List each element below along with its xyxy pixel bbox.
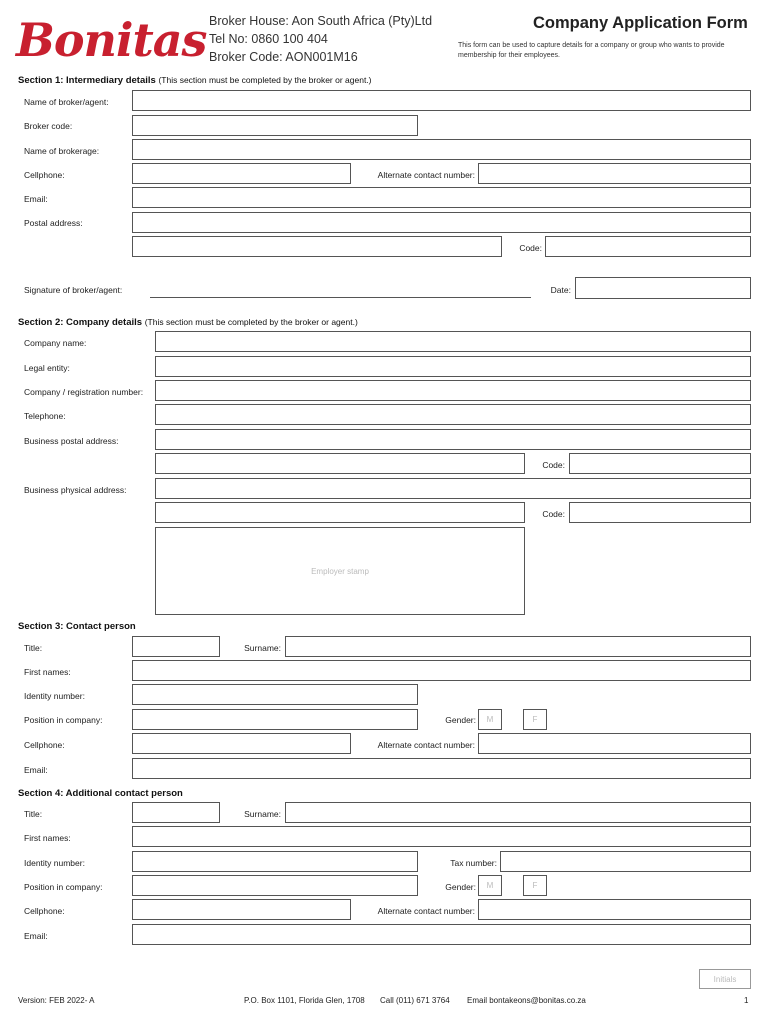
section-2-title: Section 2: Company details [18,317,143,328]
add-contact-surname-field[interactable] [285,802,751,823]
initials-placeholder: Initials [713,974,737,984]
form-title: Company Application Form [533,14,748,32]
section-2-heading [18,317,358,328]
contact-position-label: Position in company: [24,715,103,725]
add-contact-email-field[interactable] [132,924,751,945]
company-name-field[interactable] [155,331,751,352]
initials-box[interactable] [699,969,751,989]
business-postal-code-label: Code: [542,460,565,470]
footer-version: Version: FEB 2022- A [18,996,95,1005]
contact-id-field[interactable] [132,684,418,705]
section-3-title: Section 3: Contact person [18,621,136,632]
contact-gender-m[interactable] [478,709,502,730]
broker-postcode-field[interactable] [545,236,751,257]
add-contact-tax-field[interactable] [500,851,751,872]
add-contact-title-label: Title: [24,809,43,819]
add-contact-alt-number-label: Alternate contact number: [377,906,475,916]
business-postal-label: Business postal address: [24,436,119,446]
add-contact-gender-label: Gender: [445,882,476,892]
broker-house: Broker House: Aon South Africa (Pty)Ltd [209,14,433,28]
add-contact-id-label: Identity number: [24,858,85,868]
broker-email-label: Email: [24,194,48,204]
add-contact-first-names-field[interactable] [132,826,751,847]
gender-f-text: F [532,715,538,724]
contact-title-label: Title: [24,643,43,653]
broker-cellphone-field[interactable] [132,163,351,184]
business-physical-field-2[interactable] [155,502,525,523]
company-telephone-label: Telephone: [24,411,66,421]
add-contact-cellphone-field[interactable] [132,899,351,920]
contact-position-field[interactable] [132,709,418,730]
form-description: This form can be used to capture details for a company or group who wants to provide membership for their employees. [458,42,725,59]
company-name-label: Company name: [24,338,87,348]
contact-id-label: Identity number: [24,691,85,701]
add-contact-email-label: Email: [24,931,48,941]
registration-number-field[interactable] [155,380,751,401]
add-contact-first-names-label: First names: [24,833,71,843]
footer-email: Email bontakeons@bonitas.co.za [467,996,586,1005]
add-contact-tax-label: Tax number: [450,858,497,868]
broker-name-label: Name of broker/agent: [24,97,109,107]
contact-alt-number-label: Alternate contact number: [377,740,475,750]
section-1-title: Section 1: Intermediary details [18,75,156,86]
business-physical-field-1[interactable] [155,478,751,499]
broker-code-field[interactable] [132,115,418,136]
business-physical-code-label: Code: [542,509,565,519]
footer-call: Call (011) 671 3764 [380,996,450,1005]
contact-cellphone-field[interactable] [132,733,351,754]
contact-first-names-field[interactable] [132,660,751,681]
add-contact-surname-label: Surname: [244,809,281,819]
brokerage-field[interactable] [132,139,751,160]
add-contact-position-label: Position in company: [24,882,103,892]
section-1-heading [18,75,372,86]
business-physical-code-field[interactable] [569,502,751,523]
add-contact-cellphone-label: Cellphone: [24,906,65,916]
gender-m-text: M [486,881,494,890]
contact-title-field[interactable] [132,636,220,657]
broker-postal-field-2[interactable] [132,236,502,257]
legal-entity-label: Legal entity: [24,363,70,373]
broker-name-field[interactable] [132,90,751,111]
legal-entity-field[interactable] [155,356,751,377]
add-contact-gender-f[interactable] [523,875,547,896]
contact-surname-label: Surname: [244,643,281,653]
contact-alt-number-field[interactable] [478,733,751,754]
footer-page-number: 1 [744,996,749,1005]
signature-line[interactable] [150,297,531,298]
business-physical-label: Business physical address: [24,485,127,495]
add-contact-position-field[interactable] [132,875,418,896]
contact-email-label: Email: [24,765,48,775]
add-contact-alt-number-field[interactable] [478,899,751,920]
gender-f-text: F [532,881,538,890]
broker-code: Broker Code: AON001M16 [209,50,358,64]
bonitas-logo: Bonitas [16,13,207,67]
contact-surname-field[interactable] [285,636,751,657]
broker-email-field[interactable] [132,187,751,208]
broker-cellphone-label: Cellphone: [24,170,65,180]
broker-postcode-label: Code: [519,243,542,253]
add-contact-id-field[interactable] [132,851,418,872]
footer-address: P.O. Box 1101, Florida Glen, 1708 [244,996,365,1005]
employer-stamp-placeholder: Employer stamp [311,566,369,576]
signature-date-label: Date: [550,285,571,295]
gender-m-text: M [486,715,494,724]
business-postal-field-1[interactable] [155,429,751,450]
broker-postal-label: Postal address: [24,218,83,228]
broker-alt-number-label: Alternate contact number: [377,170,475,180]
contact-email-field[interactable] [132,758,751,779]
business-postal-code-field[interactable] [569,453,751,474]
section-4-title: Section 4: Additional contact person [18,788,183,799]
add-contact-title-field[interactable] [132,802,220,823]
contact-gender-label: Gender: [445,715,476,725]
contact-first-names-label: First names: [24,667,71,677]
registration-number-label: Company / registration number: [24,387,144,397]
broker-code-label: Broker code: [24,121,73,131]
broker-postal-field-1[interactable] [132,212,751,233]
business-postal-field-2[interactable] [155,453,525,474]
signature-label: Signature of broker/agent: [24,285,123,295]
brokerage-label: Name of brokerage: [24,146,100,156]
broker-alt-number-field[interactable] [478,163,751,184]
add-contact-gender-m[interactable] [478,875,502,896]
employer-stamp-area[interactable] [155,527,525,615]
contact-gender-f[interactable] [523,709,547,730]
signature-date-field[interactable] [575,277,751,299]
section-1-note: (This section must be completed by the broker or agent.) [158,75,372,85]
section-2-note: (This section must be completed by the broker or agent.) [144,317,358,327]
contact-cellphone-label: Cellphone: [24,740,65,750]
company-telephone-field[interactable] [155,404,751,425]
broker-tel: Tel No: 0860 100 404 [209,32,328,46]
